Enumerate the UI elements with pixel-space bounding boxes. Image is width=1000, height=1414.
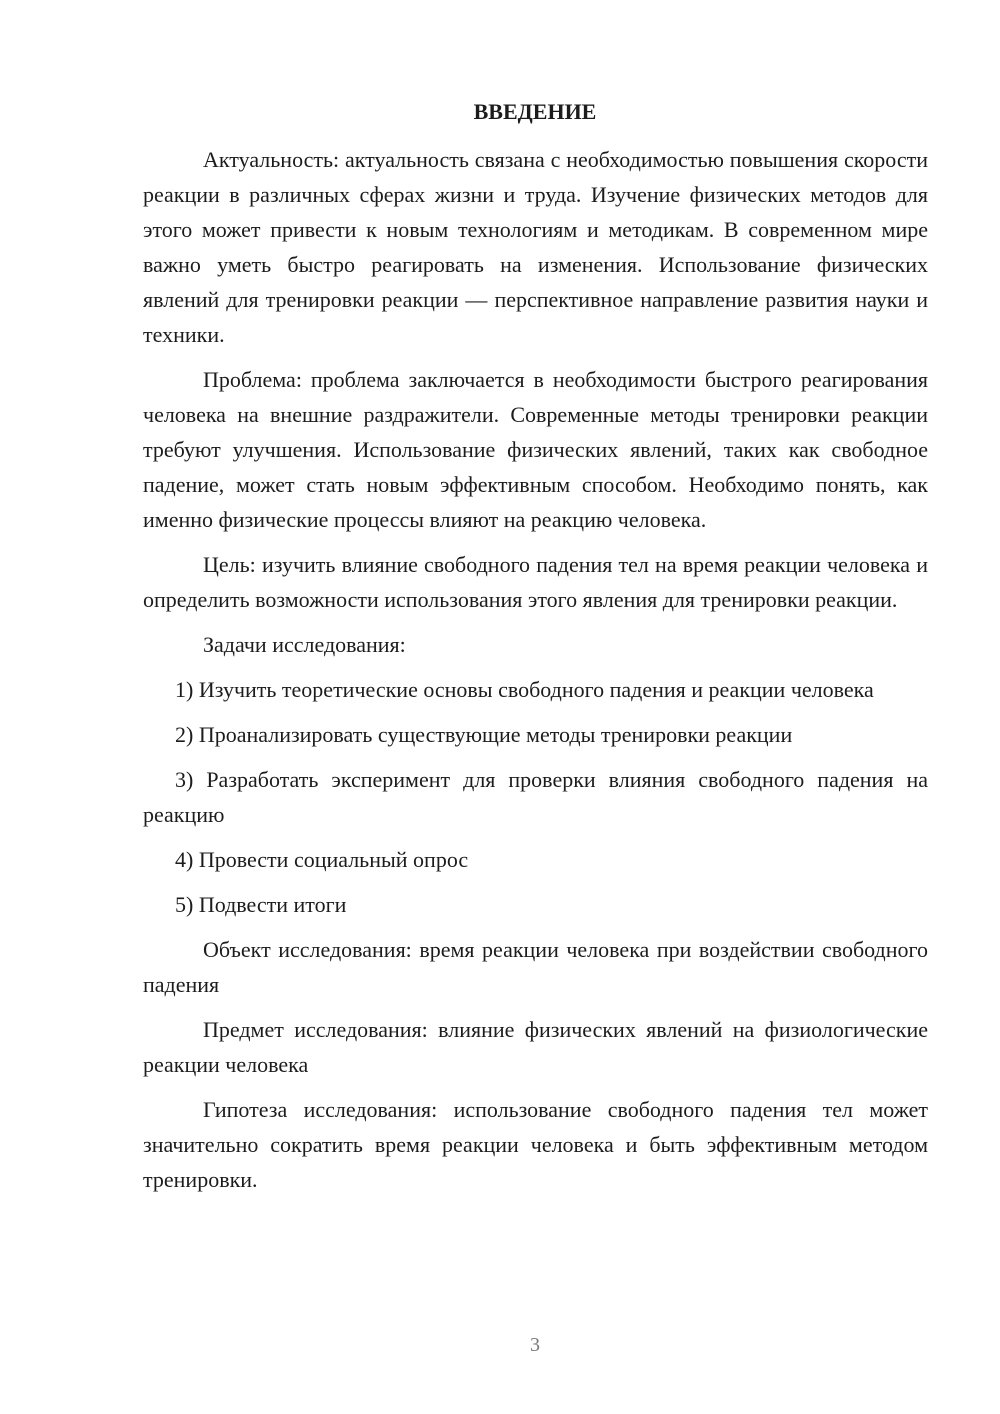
page-number: 3 (530, 1334, 540, 1356)
task-item: 2) Проанализировать существующие методы тренировки реакции (175, 722, 793, 747)
task-item: 4) Провести социальный опрос (175, 847, 469, 872)
paragraph-object: Объект исследования: время реакции человека при воздействии свободного падения (143, 937, 928, 997)
paragraph-relevance: Актуальность: актуальность связана с необходимостью повышения скорости реакции в различных сферах жизни и труда. Изучение физических методов для этого может привести к новым технологиям и методикам. В современном мире важно уметь быстро реагировать на изменения. Использование физических явлений для тренировки реакции — перспективное направление развития науки и техники. (143, 147, 928, 347)
paragraph-goal: Цель: изучить влияние свободного падения тел на время реакции человека и определить возможности использования этого явления для тренировки реакции. (143, 552, 928, 612)
task-item: 5) Подвести итоги (175, 892, 347, 917)
paragraph-subject: Предмет исследования: влияние физических явлений на физиологические реакции человека (143, 1017, 928, 1077)
paragraph-problem: Проблема: проблема заключается в необходимости быстрого реагирования человека на внешние раздражители. Современные методы тренировки реакции требуют улучшения. Использование физических явлений, таких как свободное падение, может стать новым эффективным способом. Необходимо понять, как именно физические процессы влияют на реакцию человека. (143, 367, 928, 532)
paragraph-hypothesis: Гипотеза исследования: использование свободного падения тел может значительно сократить время реакции человека и быть эффективным методом тренировки. (143, 1097, 928, 1192)
section-title: ВВЕДЕНИЕ (473, 99, 597, 124)
task-item: 1) Изучить теоретические основы свободного падения и реакции человека (175, 677, 874, 702)
paragraph-tasks-heading: Задачи исследования: (203, 632, 406, 657)
document-body (143, 142, 928, 1207)
task-item: 3) Разработать эксперимент для проверки влияния свободного падения на реакцию (143, 767, 928, 827)
